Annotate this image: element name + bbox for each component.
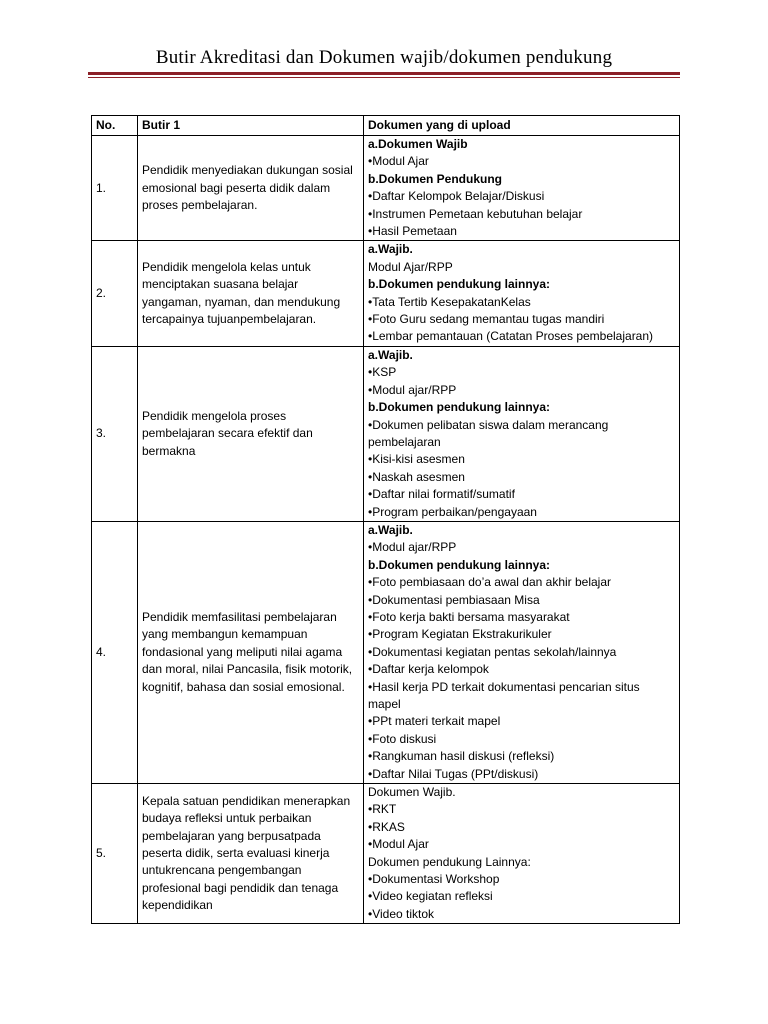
document-section-heading: a.Wajib. [368,522,413,537]
document-item: Dokumen pendukung Lainnya: [368,854,531,869]
document-item: •Dokumentasi pembiasaan Misa [368,592,540,607]
table-body [92,136,680,924]
document-item: •Kisi-kisi asesmen [368,452,465,467]
header-rule-thick [88,72,680,75]
document-item: •Dokumentasi kegiatan pentas sekolah/lainnya [368,644,617,659]
document-item: •Foto kerja bakti bersama masyarakat [368,609,570,624]
header-butir: Butir 1 [138,116,364,136]
document-list [364,136,680,241]
butir-description: Pendidik mengelola kelas untuk menciptakan suasana belajar yangaman, nyaman, dan mendukung tercapainya tujuanpembelajaran. [138,241,364,346]
row-number: 1. [92,136,138,241]
document-section-heading: b.Dokumen pendukung lainnya: [368,400,551,415]
table-row [92,241,680,346]
document-item: •Dokumen pelibatan siswa dalam merancang pembelajaran [368,417,609,449]
header-dokumen: Dokumen yang di upload [364,116,680,136]
table-row [92,784,680,924]
butir-description: Pendidik mengelola proses pembelajaran secara efektif dan bermakna [138,346,364,521]
row-number: 4. [92,521,138,783]
row-number: 2. [92,241,138,346]
document-item: •Program perbaikan/pengayaan [368,504,537,519]
header-no: No. [92,116,138,136]
document-section-heading: a.Wajib. [368,347,413,362]
document-item: •Hasil Pemetaan [368,224,457,239]
document-list [364,346,680,521]
table-row [92,346,680,521]
document-section-heading: b.Dokumen pendukung lainnya: [368,277,551,292]
document-section-heading: b.Dokumen Pendukung [368,171,503,186]
document-item: •PPt materi terkait mapel [368,714,501,729]
document-item: •Video kegiatan refleksi [368,889,493,904]
akreditasi-table [91,115,680,924]
document-item: •RKT [368,802,397,817]
document-item: •Foto pembiasaan do’a awal dan akhir belajar [368,575,612,590]
document-item: •Daftar kerja kelompok [368,662,489,677]
document-list [364,241,680,346]
document-list [364,784,680,924]
table-row [92,521,680,783]
butir-description: Pendidik menyediakan dukungan sosial emosional bagi peserta didik dalam proses pembelajaran. [138,136,364,241]
document-item: Dokumen Wajib. [368,785,456,800]
document-item: •Modul Ajar [368,154,429,169]
header-rule-thin [88,77,680,78]
table-header-row [92,116,680,136]
table-row [92,136,680,241]
page-title: Butir Akreditasi dan Dokumen wajib/dokumen pendukung [155,47,613,68]
butir-description: Kepala satuan pendidikan menerapkan budaya refleksi untuk perbaikan pembelajaran yang berpusatpada peserta didik, serta evaluasi kinerja untukrencana pengembangan profesional bagi pendidik dan tenaga kependidikan [138,784,364,924]
document-list [364,521,680,783]
document-item: •Foto Guru sedang memantau tugas mandiri [368,312,605,327]
document-item: •Hasil kerja PD terkait dokumentasi pencarian situs mapel [368,679,640,711]
document-item: •Naskah asesmen [368,469,465,484]
document-item: •Program Kegiatan Ekstrakurikuler [368,627,552,642]
document-item: •KSP [368,365,397,380]
document-item: •Modul ajar/RPP [368,540,457,555]
document-section-heading: b.Dokumen pendukung lainnya: [368,557,551,572]
document-section-heading: a.Wajib. [368,242,413,257]
document-item: •Daftar Kelompok Belajar/Diskusi [368,189,545,204]
document-item: •Dokumentasi Workshop [368,872,500,887]
row-number: 3. [92,346,138,521]
document-item: •Modul ajar/RPP [368,382,457,397]
document-item: •Tata Tertib KesepakatanKelas [368,294,531,309]
document-item: Modul Ajar/RPP [368,259,453,274]
document-item: •Instrumen Pemetaan kebutuhan belajar [368,206,583,221]
document-item: •Daftar Nilai Tugas (PPt/diskusi) [368,766,539,781]
butir-description: Pendidik memfasilitasi pembelajaran yang membangun kemampuan fondasional yang meliputi nilai agama dan moral, nilai Pancasila, fisik motorik, kognitif, bahasa dan sosial emosional. [138,521,364,783]
document-section-heading: a.Dokumen Wajib [368,137,468,151]
document-item: •Lembar pemantauan (Catatan Proses pembelajaran) [368,329,654,344]
document-item: •Rangkuman hasil diskusi (refleksi) [368,749,555,764]
document-item: •Modul Ajar [368,837,429,852]
document-item: •Video tiktok [368,906,435,921]
document-item: •Daftar nilai formatif/sumatif [368,487,515,502]
row-number: 5. [92,784,138,924]
document-item: •Foto diskusi [368,731,437,746]
document-item: •RKAS [368,819,405,834]
